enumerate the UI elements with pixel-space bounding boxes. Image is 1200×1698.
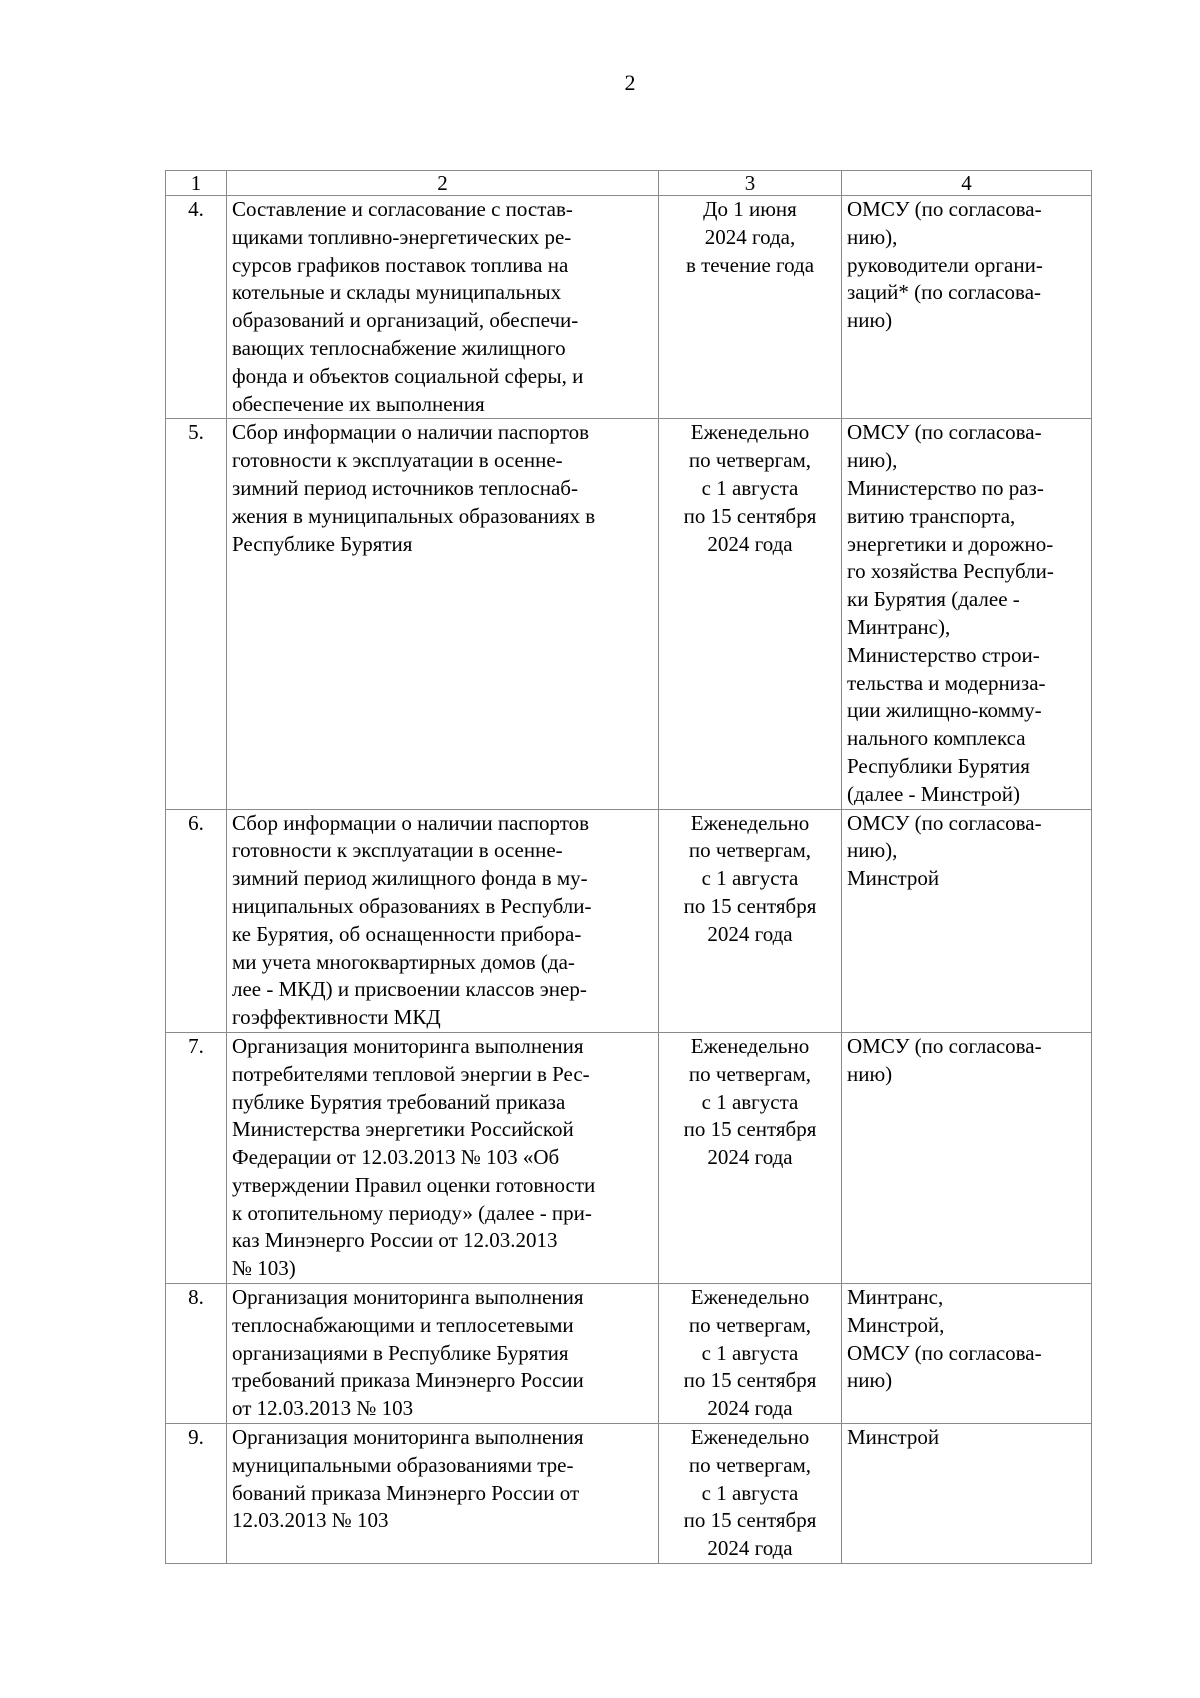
measure-description: Организация мониторинга выполнения потребителями тепловой энергии в Рес- публике Бурятия требований приказа Министерства энергетики Российской Федерации от 12.03.2013 № 103 «Об утверждении Правил оценки готовности к отопительному периоду» (далее - при- каз Минэнерго России от 12.03.2013 № 103) [227, 1032, 659, 1283]
header-col-1: 1 [166, 171, 227, 196]
measure-deadline: Еженедельно по четвергам, с 1 августа по 15 сентября 2024 года [659, 1424, 842, 1564]
table-header [166, 171, 1092, 196]
measure-responsible: ОМСУ (по согласова- нию), Минстрой [842, 809, 1092, 1032]
measure-deadline: До 1 июня 2024 года, в течение года [659, 196, 842, 419]
measure-deadline: Еженедельно по четвергам, с 1 августа по 15 сентября 2024 года [659, 1032, 842, 1283]
header-col-2: 2 [227, 171, 659, 196]
header-row [166, 171, 1092, 196]
measure-responsible: ОМСУ (по согласова- нию), Министерство по раз- витию транспорта, энергетики и дорожно- го хозяйства Республи- ки Бурятия (далее - Минтранс), Министерство строи- тельства и модерниза- ции жилищно-комму- нального комплекса Республики Бурятия (далее - Минстрой) [842, 419, 1092, 809]
measures-table [165, 170, 1092, 1564]
measure-description: Организация мониторинга выполнения муниципальными образованиями тре- бований приказа Минэнерго России от 12.03.2013 № 103 [227, 1424, 659, 1564]
measure-deadline: Еженедельно по четвергам, с 1 августа по 15 сентября 2024 года [659, 809, 842, 1032]
table-row [166, 809, 1092, 1032]
measure-responsible: Минстрой [842, 1424, 1092, 1564]
table-row [166, 1424, 1092, 1564]
table-row [166, 1032, 1092, 1283]
row-number: 6. [166, 809, 227, 1032]
measure-responsible: ОМСУ (по согласова- нию), руководители органи- заций* (по согласова- нию) [842, 196, 1092, 419]
measure-responsible: ОМСУ (по согласова- нию) [842, 1032, 1092, 1283]
row-number: 8. [166, 1284, 227, 1424]
measure-description: Сбор информации о наличии паспортов готовности к эксплуатации в осенне- зимний период жилищного фонда в му- ниципальных образованиях в Республи- ке Бурятия, об оснащенности прибора- ми учета многоквартирных домов (да- лее - МКД) и присвоении классов энер- гоэффективности МКД [227, 809, 659, 1032]
measure-deadline: Еженедельно по четвергам, с 1 августа по 15 сентября 2024 года [659, 1284, 842, 1424]
table-row [166, 419, 1092, 809]
header-col-3: 3 [659, 171, 842, 196]
header-col-4: 4 [842, 171, 1092, 196]
table-body [166, 196, 1092, 1564]
measure-description: Составление и согласование с постав- щиками топливно-энергетических ре- сурсов графиков поставок топлива на котельные и склады муниципальных образований и организаций, обеспечи- вающих теплоснабжение жилищного фонда и объектов социальной сферы, и обеспечение их выполнения [227, 196, 659, 419]
table-row [166, 196, 1092, 419]
measure-description: Сбор информации о наличии паспортов готовности к эксплуатации в осенне- зимний период источников теплоснаб- жения в муниципальных образованиях в Республике Бурятия [227, 419, 659, 809]
row-number: 4. [166, 196, 227, 419]
row-number: 7. [166, 1032, 227, 1283]
measure-responsible: Минтранс, Минстрой, ОМСУ (по согласова- нию) [842, 1284, 1092, 1424]
row-number: 5. [166, 419, 227, 809]
table-row [166, 1284, 1092, 1424]
measure-description: Организация мониторинга выполнения теплоснабжающими и теплосетевыми организациями в Республике Бурятия требований приказа Минэнерго России от 12.03.2013 № 103 [227, 1284, 659, 1424]
measure-deadline: Еженедельно по четвергам, с 1 августа по 15 сентября 2024 года [659, 419, 842, 809]
page-number: 2 [624, 70, 636, 95]
row-number: 9. [166, 1424, 227, 1564]
